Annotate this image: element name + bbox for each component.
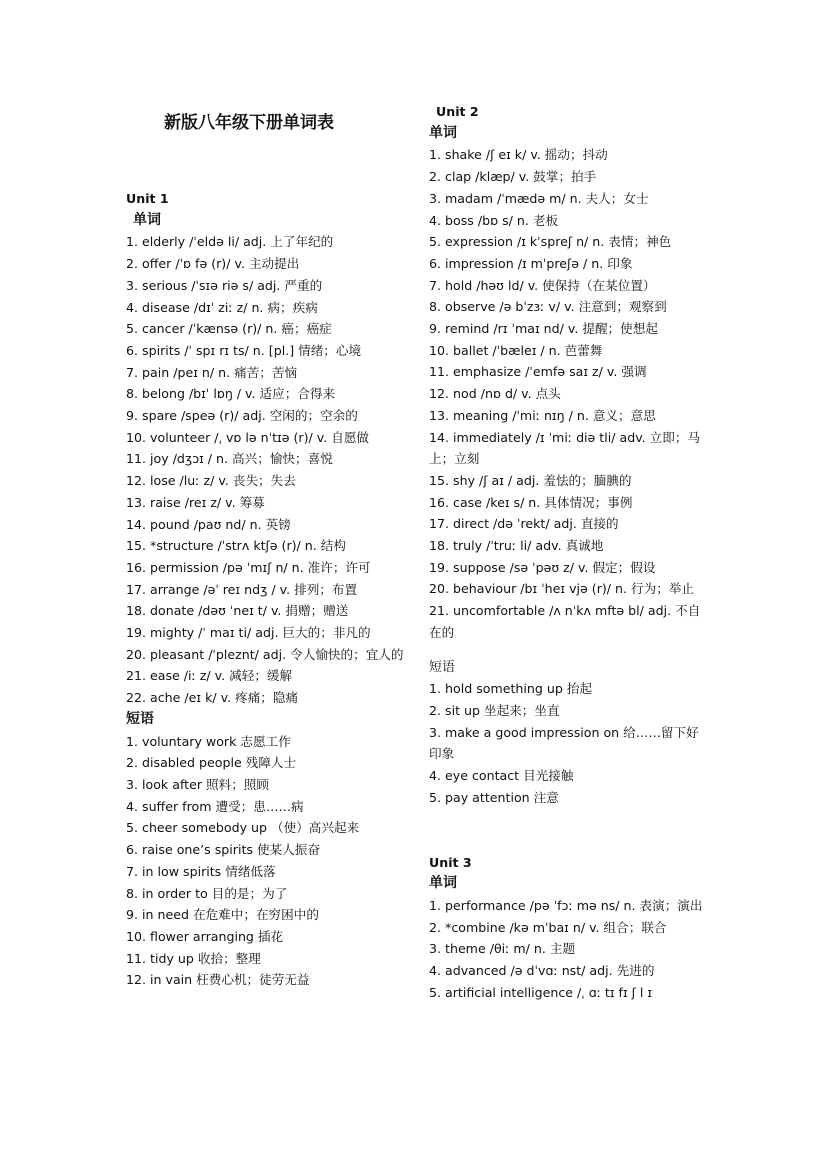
phrase-entry: 9. in need 在危难中；在穷困中的 xyxy=(126,907,319,923)
document-title: 新版八年级下册单词表 xyxy=(164,113,334,133)
word-entry: 22. ache /eɪ k/ v. 疼痛；隐痛 xyxy=(126,690,299,706)
unit-1-word-list xyxy=(126,231,416,708)
unit-2-word-list xyxy=(429,144,711,643)
word-entry: 8. observe /ə bˈzɜː v/ v. 注意到；观察到 xyxy=(429,299,667,315)
left-column xyxy=(126,188,416,991)
word-entry: 18. truly /ˈtruː li/ adv. 真诚地 xyxy=(429,538,604,554)
word-entry: 6. spirits /ˈ spɪ rɪ ts/ n. [pl.] 情绪；心境 xyxy=(126,342,362,358)
phrase-entry: 3. look after 照料；照顾 xyxy=(126,776,269,792)
word-entry: 13. meaning /ˈmiː nɪŋ / n. 意义；意思 xyxy=(429,407,656,423)
phrase-entry: 5. pay attention 注意 xyxy=(429,789,559,805)
word-entry: 5. cancer /ˈkænsə (r)/ n. 癌；癌症 xyxy=(126,321,332,337)
word-entry: 10. ballet /ˈbæleɪ / n. 芭蕾舞 xyxy=(429,342,603,358)
unit-2-heading: Unit 2 xyxy=(436,104,479,119)
word-entry: 1. performance /pə ˈfɔː mə ns/ n. 表演；演出 xyxy=(429,897,703,913)
unit-1-phrase-list xyxy=(126,731,416,991)
word-entry: 9. spare /speə (r)/ adj. 空闲的；空余的 xyxy=(126,408,358,424)
unit-1-heading: Unit 1 xyxy=(126,191,169,206)
unit-1-words-label: 单词 xyxy=(133,211,161,228)
phrase-entry: 4. eye contact 目光接触 xyxy=(429,768,574,784)
word-entry: 5. expression /ɪ kˈspreʃ n/ n. 表情；神色 xyxy=(429,234,672,250)
word-entry: 12. lose /luː z/ v. 丧失；失去 xyxy=(126,473,296,489)
word-entry: 5. artificial intelligence /ˌ ɑː tɪ fɪ ʃ l ɪ xyxy=(429,984,653,1000)
word-entry: 14. pound /paʊ nd/ n. 英镑 xyxy=(126,516,291,532)
phrase-entry: 8. in order to 目的是；为了 xyxy=(126,885,288,901)
phrase-entry: 10. flower arranging 插花 xyxy=(126,928,284,944)
phrase-entry: 2. disabled people 残障人士 xyxy=(126,755,297,771)
phrase-entry: 1. voluntary work 志愿工作 xyxy=(126,733,291,749)
spacer xyxy=(429,644,711,657)
unit-1-phrases-label: 短语 xyxy=(126,710,154,727)
word-entry: 2. *combine /kə mˈbaɪ n/ v. 组合；联合 xyxy=(429,919,667,935)
word-entry: 10. volunteer /ˌ vɒ lə nˈtɪə (r)/ v. 自愿做 xyxy=(126,429,370,445)
word-entry: 19. mighty /ˈ maɪ ti/ adj. 巨大的；非凡的 xyxy=(126,625,371,641)
unit-2-words-label: 单词 xyxy=(429,124,457,141)
phrase-entry: 1. hold something up 抬起 xyxy=(429,681,593,697)
right-column xyxy=(429,101,711,1003)
word-entry: 7. pain /peɪ n/ n. 痛苦；苦恼 xyxy=(126,364,298,380)
word-entry: 17. arrange /əˈ reɪ ndʒ / v. 排列；布置 xyxy=(126,581,358,597)
word-entry: 20. behaviour /bɪ ˈheɪ vjə (r)/ n. 行为；举止 xyxy=(429,581,694,597)
unit-3-words-label: 单词 xyxy=(429,875,457,892)
unit-2-phrases-label: 短语 xyxy=(429,659,456,675)
phrase-entry: 2. sit up 坐起来；坐直 xyxy=(429,702,560,718)
phrase-entry: 7. in low spirits 情绪低落 xyxy=(126,863,276,879)
word-entry: 9. remind /rɪ ˈmaɪ nd/ v. 提醒；使想起 xyxy=(429,321,658,337)
word-entry: 7. hold /həʊ ld/ v. 使保持（在某位置） xyxy=(429,277,656,293)
phrase-entry: 5. cheer somebody up （使）高兴起来 xyxy=(126,820,360,836)
word-entry: 21. ease /iː z/ v. 减轻；缓解 xyxy=(126,668,293,684)
word-entry: 4. disease /dɪˈ ziː z/ n. 病；疾病 xyxy=(126,299,318,315)
word-entry: 15. shy /ʃ aɪ / adj. 羞怯的；腼腆的 xyxy=(429,472,632,488)
phrase-entry: 3. make a good impression on 给……留下好印象 xyxy=(429,724,699,762)
word-entry: 17. direct /də ˈrekt/ adj. 直接的 xyxy=(429,516,619,532)
spacer xyxy=(429,809,711,852)
phrase-entry: 4. suffer from 遭受；患……病 xyxy=(126,798,304,814)
unit-2-phrase-list xyxy=(429,678,711,808)
word-entry: 2. clap /klæp/ v. 鼓掌；拍手 xyxy=(429,169,597,185)
word-entry: 11. emphasize /ˈemfə saɪ z/ v. 强调 xyxy=(429,364,647,380)
word-entry: 4. boss /bɒ s/ n. 老板 xyxy=(429,212,559,228)
word-entry: 15. *structure /ˈstrʌ ktʃə (r)/ n. 结构 xyxy=(126,538,346,554)
phrase-entry: 11. tidy up 收拾；整理 xyxy=(126,950,261,966)
word-entry: 13. raise /reɪ z/ v. 筹募 xyxy=(126,494,265,510)
phrase-entry: 12. in vain 枉费心机；徒劳无益 xyxy=(126,972,310,988)
word-entry: 14. immediately /ɪ ˈmiː diə tli/ adv. 立即；马上；立刻 xyxy=(429,429,701,467)
word-entry: 1. elderly /ˈeldə li/ adj. 上了年纪的 xyxy=(126,234,334,250)
word-entry: 3. serious /ˈsɪə riə s/ adj. 严重的 xyxy=(126,277,323,293)
word-entry: 16. permission /pə ˈmɪʃ n/ n. 准许；许可 xyxy=(126,559,371,575)
word-entry: 11. joy /dʒɔɪ / n. 高兴；愉快；喜悦 xyxy=(126,451,333,467)
word-entry: 6. impression /ɪ mˈpreʃə / n. 印象 xyxy=(429,255,633,271)
word-entry: 3. madam /ˈmædə m/ n. 夫人；女士 xyxy=(429,190,649,206)
word-entry: 12. nod /nɒ d/ v. 点头 xyxy=(429,386,561,402)
unit-3-word-list xyxy=(429,895,711,1004)
word-entry: 3. theme /θiː m/ n. 主题 xyxy=(429,941,576,957)
word-entry: 20. pleasant /ˈpleznt/ adj. 令人愉快的；宜人的 xyxy=(126,646,404,662)
unit-3-heading: Unit 3 xyxy=(429,854,472,870)
word-entry: 2. offer /ˈɒ fə (r)/ v. 主动提出 xyxy=(126,256,300,272)
word-entry: 16. case /keɪ s/ n. 具体情况；事例 xyxy=(429,494,633,510)
word-entry: 21. uncomfortable /ʌ nˈkʌ mftə bl/ adj. 不自在的 xyxy=(429,603,701,640)
word-entry: 4. advanced /ə dˈvɑː nst/ adj. 先进的 xyxy=(429,963,655,979)
word-entry: 8. belong /bɪˈ lɒŋ / v. 适应；合得来 xyxy=(126,386,336,402)
word-entry: 1. shake /ʃ eɪ k/ v. 摇动；抖动 xyxy=(429,147,608,163)
phrase-entry: 6. raise one’s spirits 使某人振奋 xyxy=(126,842,320,858)
word-entry: 19. suppose /sə ˈpəʊ z/ v. 假定；假设 xyxy=(429,559,656,575)
word-entry: 18. donate /dəʊ ˈneɪ t/ v. 捐赠；赠送 xyxy=(126,603,349,619)
